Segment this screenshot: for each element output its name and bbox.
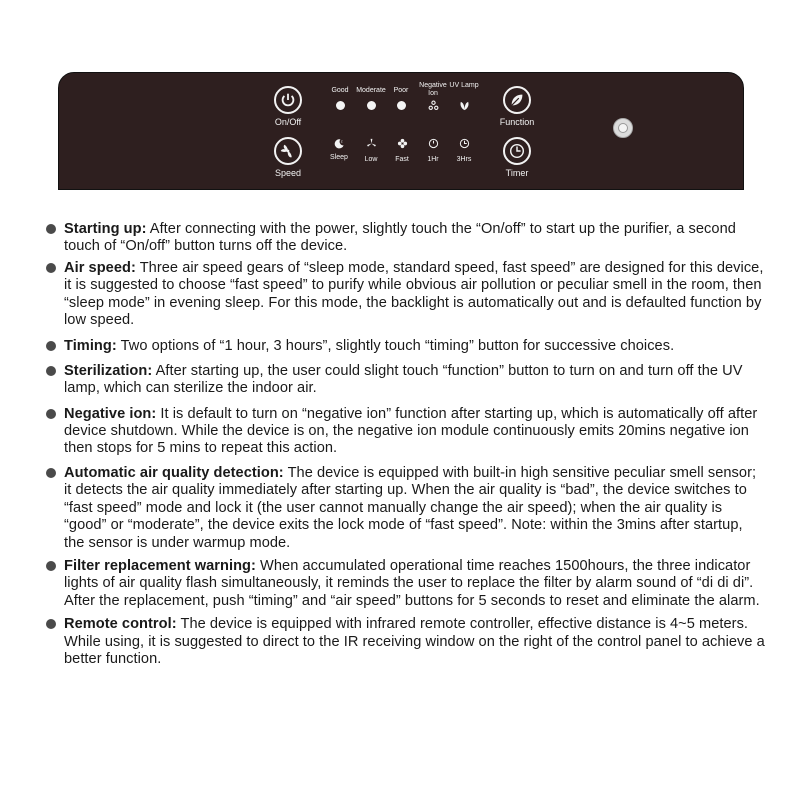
item-title: Starting up: <box>64 221 147 237</box>
function-label: Function <box>499 117 535 127</box>
item-text: After starting up, the user could slight touch “function” button to turn on and turn off the UV lamp, which can sterilize the indoor air. <box>64 362 743 397</box>
timer-label: Timer <box>505 168 529 178</box>
item-title: Automatic air quality detection: <box>64 464 284 481</box>
fast-fan-icon <box>397 138 408 149</box>
negative-ion-icon <box>428 100 439 111</box>
indicator-fast: Fast <box>382 138 422 164</box>
good-light-icon <box>336 101 345 110</box>
indicator-low: Low <box>351 138 391 164</box>
list-item <box>45 465 765 552</box>
bullet-icon <box>46 561 56 571</box>
bullet-icon <box>46 366 56 376</box>
item-text: Two options of “1 hour, 3 hours”, slightly touch “timing” button for successive choices. <box>116 338 675 355</box>
item-title: Sterilization: <box>64 362 153 379</box>
poor-light-icon <box>397 101 406 110</box>
indicator-poor: Poor <box>381 87 421 110</box>
on-off-label: On/Off <box>274 117 302 127</box>
indicator-sleep: z Sleep <box>330 139 348 161</box>
svg-text:z: z <box>340 139 343 144</box>
bullet-icon <box>46 224 56 234</box>
speed-button[interactable] <box>271 137 305 178</box>
list-item <box>45 363 765 398</box>
item-text: It is default to turn on “negative ion” function after starting up, which is automatically off after device shutdown. While the device is on, the negative ion module continuously emits 20mins negative ion then stops for 5 mins to repeat this action. <box>64 405 758 457</box>
sleep-icon <box>334 138 345 149</box>
on-off-button[interactable] <box>271 86 305 127</box>
indicator-moderate: Moderate <box>351 87 391 110</box>
moderate-light-icon <box>367 101 376 110</box>
ir-receiver-icon <box>613 118 633 138</box>
bullet-icon <box>46 619 56 629</box>
indicator-uv-lamp: UV Lamp <box>447 82 481 111</box>
clock-icon <box>503 137 531 165</box>
fan-icon <box>274 137 302 165</box>
list-item <box>45 260 765 330</box>
clock-icon <box>459 138 470 149</box>
indicator-3hrs: 3Hrs <box>444 138 484 164</box>
item-title: Air speed: <box>64 259 136 276</box>
indicator-1hr: 1Hr <box>413 138 453 164</box>
timer-button[interactable] <box>498 137 536 178</box>
function-button[interactable] <box>496 86 538 127</box>
item-text: When accumulated operational time reaches 1500hours, the three indicator lights of air quality flash simultaneously, it reminds the user to replace the filter by alarm sound of “di di di”. After the replacement, push “timing” and “air speed” buttons for 5 seconds to reset and eliminate the alarm. <box>64 557 760 609</box>
leaf-icon <box>503 86 531 114</box>
power-icon <box>274 86 302 114</box>
item-text: The device is equipped with built-in high sensitive peculiar smell sensor; it detects the air quality immediately after starting up. When the air quality is “bad”, the device switches to “fast speed” mode and lock it (the user cannot manually change the air speed); when the air quality is “good” or “moderate”, the device exits the lock mode of “fast speed”. Note: within the 3mins after startup, the sensor is under warmup mode. <box>64 464 757 551</box>
low-fan-icon <box>366 138 377 149</box>
indicator-negative-ion: Negative Ion <box>416 82 450 111</box>
bullet-icon <box>46 409 56 419</box>
bullet-icon <box>46 468 56 478</box>
list-item <box>45 616 765 668</box>
bullet-icon <box>46 341 56 351</box>
list-item <box>45 221 765 256</box>
list-item <box>45 338 765 355</box>
instruction-list <box>45 221 765 668</box>
indicator-good: Good <box>320 87 360 110</box>
list-item <box>45 406 765 458</box>
list-item <box>45 558 765 610</box>
item-text: After connecting with the power, slightly touch the “On/off” to start up the purifier, a second touch of “On/off” button turns off the device. <box>64 221 736 255</box>
item-text: Three air speed gears of “sleep mode, standard speed, fast speed” are designed for this device, it is suggested to choose “fast speed” to purify while obvious air pollution or peculiar smell in the room, then “sleep mode” in evening sleep. For this mode, the backlight is automatically out and is defaulted function by low speed. <box>64 259 764 329</box>
bullet-icon <box>46 263 56 273</box>
item-text: The device is equipped with infrared remote controller, effective distance is 4~5 meters. While using, it is suggested to direct to the IR receiving window on the right of the control panel to achieve a better function. <box>64 616 765 667</box>
item-title: Timing: <box>64 338 117 355</box>
item-title: Negative ion: <box>64 405 157 422</box>
uv-lamp-icon <box>459 100 470 111</box>
item-title: Filter replacement warning: <box>64 557 256 574</box>
item-title: Remote control: <box>64 616 177 633</box>
speed-label: Speed <box>274 168 302 178</box>
clock-icon <box>428 138 439 149</box>
